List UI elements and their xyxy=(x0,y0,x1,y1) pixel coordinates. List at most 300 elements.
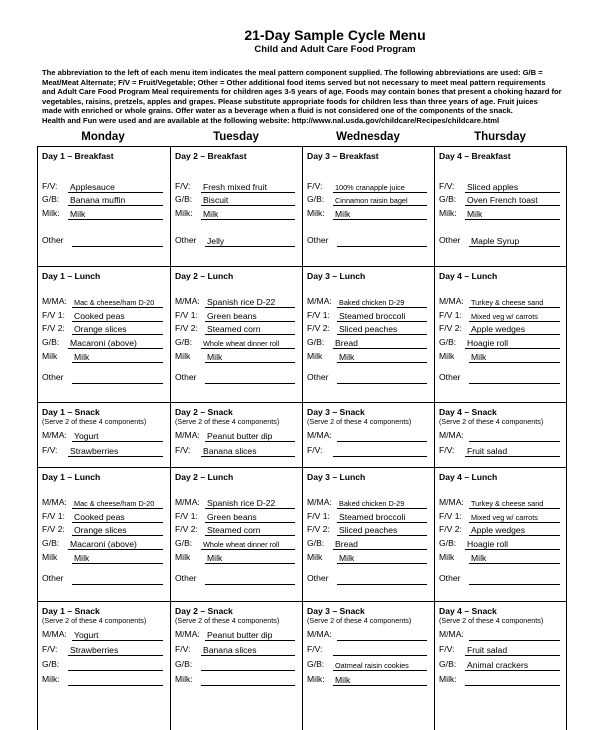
meal-heading: Day 4 – Snack xyxy=(439,606,497,616)
menu-item-row xyxy=(42,323,167,335)
menu-item-line xyxy=(201,194,295,206)
menu-item-value: Yogurt xyxy=(74,630,99,640)
component-label: Milk: xyxy=(307,674,325,684)
menu-item-line xyxy=(469,310,560,322)
page-subtitle: Child and Adult Care Food Program xyxy=(254,44,416,55)
menu-item-row xyxy=(439,337,564,349)
component-label: Milk: xyxy=(439,208,457,218)
component-label: F/V: xyxy=(439,181,455,191)
menu-item-value: Baked chicken D-29 xyxy=(339,298,405,307)
menu-item-line xyxy=(205,552,295,564)
menu-item-value: Milk xyxy=(467,209,483,219)
component-label: G/B: xyxy=(307,659,325,669)
menu-item-value: Oatmeal raisin cookies xyxy=(335,661,409,670)
menu-item-line xyxy=(333,659,427,671)
meal-heading: Day 1 – Lunch xyxy=(42,472,101,482)
menu-item-line xyxy=(72,296,163,308)
menu-item-row xyxy=(42,497,167,509)
menu-item-line xyxy=(333,337,427,349)
menu-item-row xyxy=(307,674,431,686)
menu-cell-breakfast xyxy=(37,146,170,266)
menu-item-line xyxy=(465,659,560,671)
menu-item-value: Milk xyxy=(203,209,219,219)
meal-heading: Day 1 – Breakfast xyxy=(42,151,114,161)
menu-item-row xyxy=(175,296,299,308)
menu-item-value: Apple wedges xyxy=(471,525,525,535)
component-label: G/B: xyxy=(175,194,193,204)
menu-item-line xyxy=(201,181,295,193)
menu-item-value: Mac & cheese/ham D-20 xyxy=(74,298,155,307)
menu-item-value: Strawberries xyxy=(70,645,119,655)
component-label: G/B: xyxy=(175,659,193,669)
menu-item-value: Bread xyxy=(335,338,358,348)
menu-item-row xyxy=(42,235,167,247)
menu-item-line xyxy=(337,351,427,363)
menu-item-row xyxy=(42,296,167,308)
menu-item-line xyxy=(72,511,163,523)
menu-item-line xyxy=(68,194,163,206)
menu-item-row xyxy=(307,552,431,564)
menu-item-line xyxy=(205,310,295,322)
menu-item-value: 100% cranapple juice xyxy=(335,183,405,192)
component-label: F/V: xyxy=(42,445,58,455)
meal-heading: Day 2 – Snack xyxy=(175,606,233,616)
menu-item-line xyxy=(337,310,427,322)
menu-item-value: Cooked peas xyxy=(74,311,125,321)
meal-heading: Day 2 – Breakfast xyxy=(175,151,247,161)
menu-item-row xyxy=(307,430,431,442)
meal-subheading: (Serve 2 of these 4 components) xyxy=(307,616,412,625)
menu-item-line xyxy=(469,629,560,641)
menu-cell-lunch xyxy=(170,266,302,402)
component-label: Other xyxy=(439,573,461,583)
menu-item-value: Green beans xyxy=(207,311,257,321)
menu-item-line xyxy=(337,552,427,564)
component-label: Other xyxy=(439,235,461,245)
menu-item-line xyxy=(201,644,295,656)
menu-item-row xyxy=(307,235,431,247)
menu-item-line xyxy=(205,629,295,641)
menu-cell-snack4 xyxy=(37,601,170,730)
menu-item-line xyxy=(337,296,427,308)
meal-subheading: (Serve 2 of these 4 components) xyxy=(42,417,147,426)
menu-item-row xyxy=(175,235,299,247)
menu-item-row xyxy=(439,573,564,585)
component-label: F/V: xyxy=(439,445,455,455)
menu-item-value: Spanish rice D-22 xyxy=(207,297,276,307)
component-label: G/B: xyxy=(439,659,457,669)
menu-item-row xyxy=(42,194,167,206)
menu-item-row xyxy=(175,310,299,322)
menu-item-value: Steamed broccoli xyxy=(339,512,406,522)
menu-item-line xyxy=(465,181,560,193)
component-label: M/MA: xyxy=(42,629,67,639)
menu-item-row xyxy=(175,181,299,193)
component-label: M/MA: xyxy=(439,296,464,306)
menu-item-value: Maple Syrup xyxy=(471,236,520,246)
menu-cell-snack xyxy=(434,402,567,467)
menu-item-row xyxy=(42,629,167,641)
menu-item-line xyxy=(337,511,427,523)
menu-item-value: Steamed corn xyxy=(207,525,261,535)
meal-heading: Day 1 – Lunch xyxy=(42,271,101,281)
component-label: M/MA: xyxy=(42,497,67,507)
menu-cell-breakfast xyxy=(302,146,434,266)
menu-item-value: Mixed veg w/ carrots xyxy=(471,312,538,321)
menu-item-row xyxy=(307,310,431,322)
intro-line: The abbreviation to the left of each menu item indicates the meal pattern component supplied. The following abbreviations are used: G/B = xyxy=(42,68,543,77)
menu-item-line xyxy=(205,524,295,536)
menu-item-line xyxy=(72,351,163,363)
menu-item-row xyxy=(42,674,167,686)
menu-item-row xyxy=(175,194,299,206)
menu-item-row xyxy=(439,430,564,442)
menu-item-value: Mixed veg w/ carrots xyxy=(471,513,538,522)
menu-item-value: Bread xyxy=(335,539,358,549)
meal-heading: Day 4 – Snack xyxy=(439,407,497,417)
menu-item-row xyxy=(307,538,431,550)
page-title: 21-Day Sample Cycle Menu xyxy=(244,27,426,43)
menu-item-row xyxy=(175,538,299,550)
component-label: F/V 2: xyxy=(439,323,462,333)
menu-item-row xyxy=(307,659,431,671)
menu-item-line xyxy=(333,644,427,656)
menu-item-line xyxy=(201,208,295,220)
day-header-wednesday: Wednesday xyxy=(336,131,400,143)
menu-item-line xyxy=(68,644,163,656)
menu-item-row xyxy=(42,524,167,536)
component-label: Milk xyxy=(42,552,58,562)
menu-item-line xyxy=(205,497,295,509)
component-label: F/V: xyxy=(175,181,191,191)
component-label: Milk: xyxy=(42,674,60,684)
component-label: G/B: xyxy=(439,337,457,347)
menu-item-row xyxy=(175,511,299,523)
menu-item-row xyxy=(175,629,299,641)
menu-item-line xyxy=(72,310,163,322)
menu-cell-lunch xyxy=(302,266,434,402)
menu-item-line xyxy=(205,511,295,523)
menu-item-line xyxy=(333,181,427,193)
menu-item-row xyxy=(175,323,299,335)
menu-item-row xyxy=(307,194,431,206)
meal-heading: Day 2 – Snack xyxy=(175,407,233,417)
menu-item-value: Macaroni (above) xyxy=(70,539,137,549)
menu-item-line xyxy=(337,430,427,442)
menu-item-value: Orange slices xyxy=(74,525,127,535)
component-label: F/V: xyxy=(175,445,191,455)
menu-cell-lunch xyxy=(37,467,170,601)
menu-item-row xyxy=(439,497,564,509)
menu-item-row xyxy=(175,644,299,656)
menu-item-line xyxy=(465,644,560,656)
component-label: F/V 2: xyxy=(175,323,198,333)
menu-item-line xyxy=(465,674,560,686)
menu-item-row xyxy=(175,430,299,442)
intro-line: made with enriched or whole grains. Offer water as a beverage when a fluid is not considered one of the components of the snack. xyxy=(42,106,513,115)
meal-heading: Day 1 – Snack xyxy=(42,407,100,417)
component-label: M/MA: xyxy=(307,296,332,306)
menu-item-row xyxy=(307,208,431,220)
menu-item-line xyxy=(337,629,427,641)
meal-subheading: (Serve 2 of these 4 components) xyxy=(175,616,280,625)
menu-item-value: Hoagie roll xyxy=(467,539,509,549)
menu-cell-snack xyxy=(37,402,170,467)
component-label: F/V: xyxy=(307,445,323,455)
menu-item-row xyxy=(42,337,167,349)
menu-item-line xyxy=(469,351,560,363)
meal-subheading: (Serve 2 of these 4 components) xyxy=(439,417,544,426)
menu-cell-breakfast xyxy=(434,146,567,266)
menu-cell-lunch xyxy=(434,266,567,402)
menu-item-line xyxy=(201,538,295,550)
menu-cell-snack4 xyxy=(434,601,567,730)
day-header-thursday: Thursday xyxy=(474,131,526,143)
component-label: Other xyxy=(42,235,64,245)
intro-line: Meat/Meat Alternate; F/V = Fruit/Vegetable; Other = Other additional food items served but not necessary to meet meal pattern requirements xyxy=(42,77,546,87)
component-label: F/V: xyxy=(307,181,323,191)
component-label: G/B: xyxy=(439,194,457,204)
menu-item-line xyxy=(333,538,427,550)
meal-heading: Day 3 – Breakfast xyxy=(307,151,379,161)
component-label: Other xyxy=(439,372,461,382)
intro-line: vegetables, raisins, pretzels, apples and grapes. Please substitute appropriate foods for children less than three years of age. Fruit juices xyxy=(42,96,538,106)
menu-item-row xyxy=(307,323,431,335)
component-label: F/V 2: xyxy=(307,524,330,534)
menu-item-line xyxy=(337,573,427,585)
component-label: M/MA: xyxy=(42,296,67,306)
menu-cell-lunch xyxy=(302,467,434,601)
component-label: M/MA: xyxy=(439,497,464,507)
menu-item-value: Turkey & cheese sand xyxy=(471,298,544,307)
menu-item-line xyxy=(201,445,295,457)
component-label: F/V 1: xyxy=(42,310,65,320)
menu-item-line xyxy=(68,208,163,220)
menu-item-row xyxy=(307,337,431,349)
menu-item-row xyxy=(175,573,299,585)
menu-item-line xyxy=(465,337,560,349)
menu-item-row xyxy=(307,629,431,641)
component-label: Milk xyxy=(175,552,191,562)
menu-item-row xyxy=(175,524,299,536)
menu-item-line xyxy=(469,296,560,308)
menu-item-value: Jelly xyxy=(207,236,225,246)
component-label: Milk xyxy=(175,351,191,361)
menu-item-value: Fruit salad xyxy=(467,645,508,655)
menu-item-line xyxy=(72,430,163,442)
meal-heading: Day 2 – Lunch xyxy=(175,271,234,281)
menu-item-value: Mac & cheese/ham D-20 xyxy=(74,499,155,508)
menu-item-row xyxy=(439,538,564,550)
menu-item-value: Steamed corn xyxy=(207,324,261,334)
meal-heading: Day 4 – Lunch xyxy=(439,271,498,281)
menu-item-line xyxy=(333,208,427,220)
menu-item-row xyxy=(175,208,299,220)
menu-item-line xyxy=(469,372,560,384)
menu-item-value: Whole wheat dinner roll xyxy=(203,540,280,549)
menu-item-row xyxy=(439,351,564,363)
meal-subheading: (Serve 2 of these 4 components) xyxy=(307,417,412,426)
meal-heading: Day 3 – Snack xyxy=(307,407,365,417)
component-label: M/MA: xyxy=(175,629,200,639)
menu-item-row xyxy=(42,181,167,193)
menu-item-value: Milk xyxy=(471,553,487,563)
menu-item-row xyxy=(439,445,564,457)
component-label: M/MA: xyxy=(175,497,200,507)
menu-item-row xyxy=(175,497,299,509)
menu-item-line xyxy=(72,497,163,509)
intro-paragraph xyxy=(42,68,600,125)
menu-item-line xyxy=(68,445,163,457)
component-label: F/V 2: xyxy=(175,524,198,534)
menu-item-value: Banana slices xyxy=(203,446,257,456)
component-label: M/MA: xyxy=(175,430,200,440)
menu-item-line xyxy=(465,194,560,206)
menu-item-value: Milk xyxy=(74,352,90,362)
menu-item-value: Cinnamon raisin bagel xyxy=(335,196,408,205)
menu-item-line xyxy=(469,497,560,509)
component-label: Other xyxy=(307,573,329,583)
menu-item-value: Animal crackers xyxy=(467,660,529,670)
menu-item-row xyxy=(42,659,167,671)
menu-item-row xyxy=(307,524,431,536)
menu-item-row xyxy=(439,235,564,247)
menu-item-value: Spanish rice D-22 xyxy=(207,498,276,508)
component-label: Other xyxy=(175,573,197,583)
menu-cell-snack4 xyxy=(170,601,302,730)
menu-item-value: Milk xyxy=(339,352,355,362)
component-label: G/B: xyxy=(307,194,325,204)
component-label: Milk xyxy=(42,351,58,361)
menu-item-line xyxy=(337,323,427,335)
menu-item-line xyxy=(205,372,295,384)
menu-item-line xyxy=(337,524,427,536)
menu-item-row xyxy=(175,445,299,457)
component-label: G/B: xyxy=(175,538,193,548)
component-label: Milk xyxy=(307,351,323,361)
component-label: G/B: xyxy=(42,194,60,204)
menu-item-value: Milk xyxy=(207,553,223,563)
menu-item-row xyxy=(439,208,564,220)
menu-cell-lunch xyxy=(37,266,170,402)
component-label: F/V: xyxy=(42,181,58,191)
component-label: M/MA: xyxy=(42,430,67,440)
menu-item-line xyxy=(72,235,163,247)
menu-item-row xyxy=(439,674,564,686)
menu-item-value: Fresh mixed fruit xyxy=(203,182,267,192)
menu-item-line xyxy=(205,351,295,363)
menu-item-row xyxy=(439,659,564,671)
menu-item-row xyxy=(42,644,167,656)
menu-item-line xyxy=(333,674,427,686)
menu-item-value: Green beans xyxy=(207,512,257,522)
menu-item-value: Yogurt xyxy=(74,431,99,441)
menu-item-line xyxy=(72,552,163,564)
component-label: Milk xyxy=(439,351,455,361)
menu-item-row xyxy=(42,511,167,523)
menu-item-value: Cooked peas xyxy=(74,512,125,522)
menu-item-value: Baked chicken D-29 xyxy=(339,499,405,508)
menu-item-line xyxy=(333,445,427,457)
menu-item-row xyxy=(307,511,431,523)
meal-heading: Day 4 – Lunch xyxy=(439,472,498,482)
component-label: Milk: xyxy=(175,208,193,218)
menu-item-line xyxy=(469,323,560,335)
meal-heading: Day 3 – Lunch xyxy=(307,472,366,482)
meal-heading: Day 3 – Lunch xyxy=(307,271,366,281)
component-label: Other xyxy=(307,372,329,382)
component-label: F/V 1: xyxy=(439,310,462,320)
menu-item-value: Sliced peaches xyxy=(339,324,398,334)
menu-item-line xyxy=(68,538,163,550)
menu-item-value: Hoagie roll xyxy=(467,338,509,348)
menu-item-line xyxy=(469,573,560,585)
menu-item-value: Milk xyxy=(207,352,223,362)
component-label: M/MA: xyxy=(439,629,464,639)
menu-item-line xyxy=(72,629,163,641)
menu-item-row xyxy=(439,296,564,308)
menu-item-row xyxy=(307,181,431,193)
meal-heading: Day 1 – Snack xyxy=(42,606,100,616)
meal-subheading: (Serve 2 of these 4 components) xyxy=(175,417,280,426)
menu-item-row xyxy=(175,659,299,671)
component-label: Milk: xyxy=(439,674,457,684)
intro-line: and Adult Care Food Program Meal requirements for children ages 3-5 years of age. Foods may contain bones that present a choking hazard for xyxy=(42,87,562,96)
menu-item-row xyxy=(439,323,564,335)
menu-item-value: Peanut butter dip xyxy=(207,431,273,441)
menu-item-row xyxy=(42,445,167,457)
component-label: G/B: xyxy=(175,337,193,347)
menu-item-row xyxy=(42,208,167,220)
menu-item-row xyxy=(439,552,564,564)
menu-item-row xyxy=(42,430,167,442)
component-label: F/V: xyxy=(175,644,191,654)
menu-item-line xyxy=(337,372,427,384)
component-label: G/B: xyxy=(42,337,60,347)
menu-item-row xyxy=(42,310,167,322)
component-label: M/MA: xyxy=(307,430,332,440)
menu-item-value: Applesauce xyxy=(70,182,115,192)
menu-item-value: Macaroni (above) xyxy=(70,338,137,348)
menu-item-line xyxy=(68,674,163,686)
menu-item-row xyxy=(307,351,431,363)
menu-item-line xyxy=(337,497,427,509)
component-label: Other xyxy=(175,372,197,382)
component-label: Milk xyxy=(307,552,323,562)
menu-item-line xyxy=(205,323,295,335)
component-label: Milk: xyxy=(175,674,193,684)
menu-item-line xyxy=(205,296,295,308)
component-label: F/V 2: xyxy=(307,323,330,333)
component-label: G/B: xyxy=(42,659,60,669)
menu-item-line xyxy=(201,674,295,686)
menu-item-value: Orange slices xyxy=(74,324,127,334)
menu-item-row xyxy=(439,511,564,523)
menu-item-row xyxy=(175,351,299,363)
meal-heading: Day 2 – Lunch xyxy=(175,472,234,482)
menu-item-line xyxy=(68,337,163,349)
menu-item-row xyxy=(307,644,431,656)
menu-item-row xyxy=(307,372,431,384)
menu-item-value: Steamed broccoli xyxy=(339,311,406,321)
menu-item-line xyxy=(68,181,163,193)
menu-item-line xyxy=(465,538,560,550)
component-label: F/V 1: xyxy=(307,310,330,320)
menu-item-line xyxy=(469,430,560,442)
component-label: F/V: xyxy=(307,644,323,654)
intro-line: Health and Fun were used and are available at the following website: http://www.nal.usda.gov/childcare/Recipes/childcare.html xyxy=(42,115,500,125)
menu-item-row xyxy=(439,629,564,641)
